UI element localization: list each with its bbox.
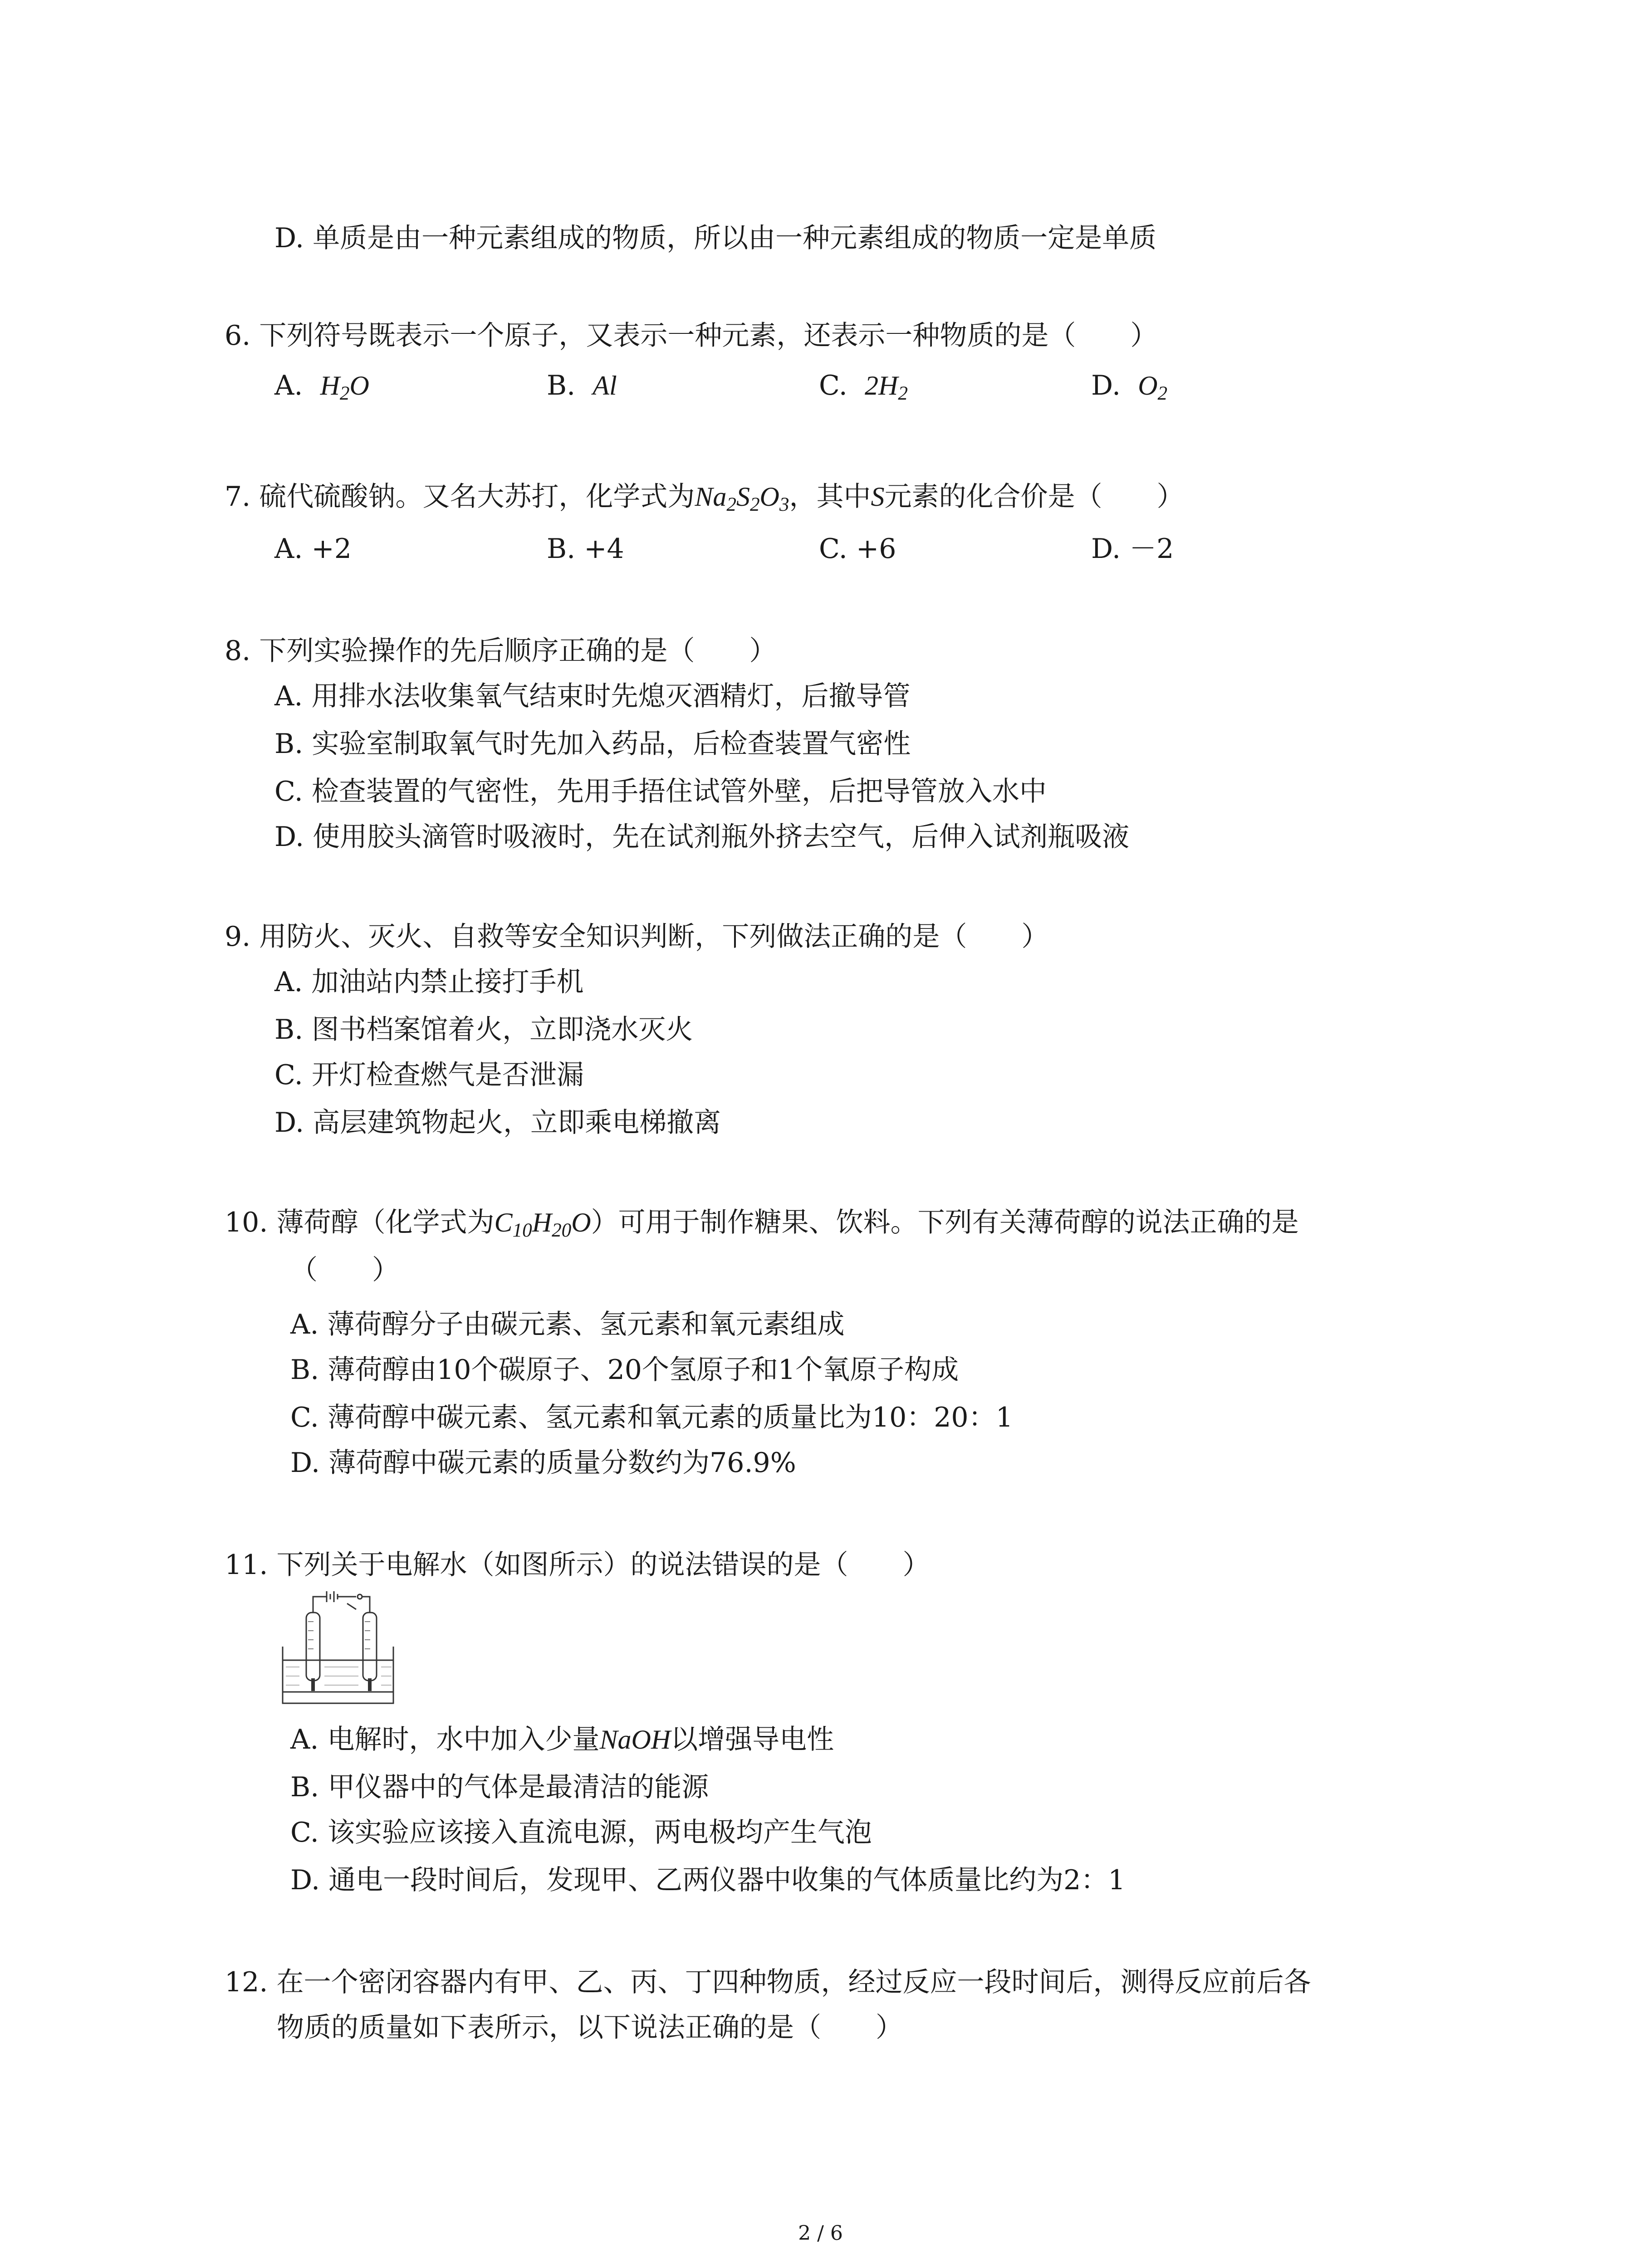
q7-option-a: A. +2 <box>274 533 352 565</box>
q12-stem-line2: 物质的质量如下表所示，以下说法正确的是（ ） <box>277 2012 903 2043</box>
q6-option-d <box>1091 367 1167 404</box>
q9-option-b: B. 图书档案馆着火，立即浇水灭火 <box>274 1014 693 1046</box>
page-number: 2 / 6 <box>798 2222 843 2245</box>
option-label: D. <box>1091 370 1121 401</box>
q11-option-c: C. 该实验应该接入直流电源，两电极均产生气泡 <box>290 1817 872 1848</box>
formula-h2o: $H_2O$ <box>320 371 369 404</box>
q11-option-a: A. 电解时，水中加入少量NaOH以增强导电性 <box>290 1724 834 1755</box>
option-label: A. <box>274 370 303 401</box>
formula-2h2: $2H_2$ <box>865 371 908 404</box>
q7-option-d: D. －2 <box>1091 533 1174 565</box>
q10-option-a: A. 薄荷醇分子由碳元素、氢元素和氧元素组成 <box>290 1309 845 1340</box>
q8-option-b: B. 实验室制取氧气时先加入药品，后检查装置气密性 <box>274 728 911 760</box>
formula-c10h20o: $C_{10}H_{20}O$ <box>494 1207 591 1241</box>
formula-na2s2o3: $Na_2S_2O_3$ <box>695 482 789 515</box>
q8-option-c: C. 检查装置的气密性，先用手捂住试管外壁，后把导管放入水中 <box>274 776 1047 807</box>
q9-option-a: A. 加油站内禁止接打手机 <box>274 966 584 998</box>
q9-option-d: D. 高层建筑物起火，立即乘电梯撤离 <box>274 1107 721 1139</box>
option-label: B. <box>547 370 576 401</box>
q7-stem: 7. 硫代硫酸钠。又名大苏打，化学式为$Na_2S_2O_3$，其中S元素的化合价是（ ） <box>225 481 1184 515</box>
formula-al: Al <box>593 371 617 401</box>
q8-option-d: D. 使用胶头滴管时吸液时，先在试剂瓶外挤去空气，后伸入试剂瓶吸液 <box>274 821 1130 853</box>
q7-option-b: B. +4 <box>547 533 624 565</box>
q10-option-d: D. 薄荷醇中碳元素的质量分数约为76.9% <box>290 1447 796 1479</box>
q6-option-c <box>819 367 908 404</box>
q7-option-c: C. +6 <box>819 533 896 565</box>
electrolysis-apparatus-figure <box>279 1588 397 1710</box>
q11-option-d: D. 通电一段时间后，发现甲、乙两仪器中收集的气体质量比约为2：1 <box>290 1864 1126 1896</box>
q10-paren: （ ） <box>290 1254 399 1286</box>
q6-option-b <box>547 367 617 404</box>
q6-option-a <box>274 367 369 404</box>
q11-stem: 11. 下列关于电解水（如图所示）的说法错误的是（ ） <box>225 1549 930 1581</box>
q9-option-c: C. 开灯检查燃气是否泄漏 <box>274 1059 584 1091</box>
formula-o2: $O_2$ <box>1138 371 1168 404</box>
q11-option-b: B. 甲仪器中的气体是最清洁的能源 <box>290 1771 709 1803</box>
q10-stem: 10. 薄荷醇（化学式为$C_{10}H_{20}O$）可用于制作糖果、饮料。下列有关薄荷醇的说法正确的是 <box>225 1207 1299 1241</box>
q10-option-c: C. 薄荷醇中碳元素、氢元素和氧元素的质量比为10：20：1 <box>290 1402 1013 1433</box>
formula-naoh: NaOH <box>599 1725 671 1755</box>
q10-option-b: B. 薄荷醇由10个碳原子、20个氢原子和1个氧原子构成 <box>290 1354 959 1386</box>
q8-option-a: A. 用排水法收集氧气结束时先熄灭酒精灯，后撤导管 <box>274 680 911 712</box>
q8-stem: 8. 下列实验操作的先后顺序正确的是（ ） <box>225 635 777 667</box>
option-label: C. <box>819 370 847 401</box>
q9-stem: 9. 用防火、灭火、自救等安全知识判断，下列做法正确的是（ ） <box>225 921 1049 953</box>
q12-stem-line1: 12. 在一个密闭容器内有甲、乙、丙、丁四种物质，经过反应一段时间后，测得反应前后各 <box>225 1966 1311 1998</box>
q6-stem: 6. 下列符号既表示一个原子，又表示一种元素，还表示一种物质的是（ ） <box>225 320 1158 352</box>
q5-option-d: D. 单质是由一种元素组成的物质，所以由一种元素组成的物质一定是单质 <box>274 222 1157 254</box>
